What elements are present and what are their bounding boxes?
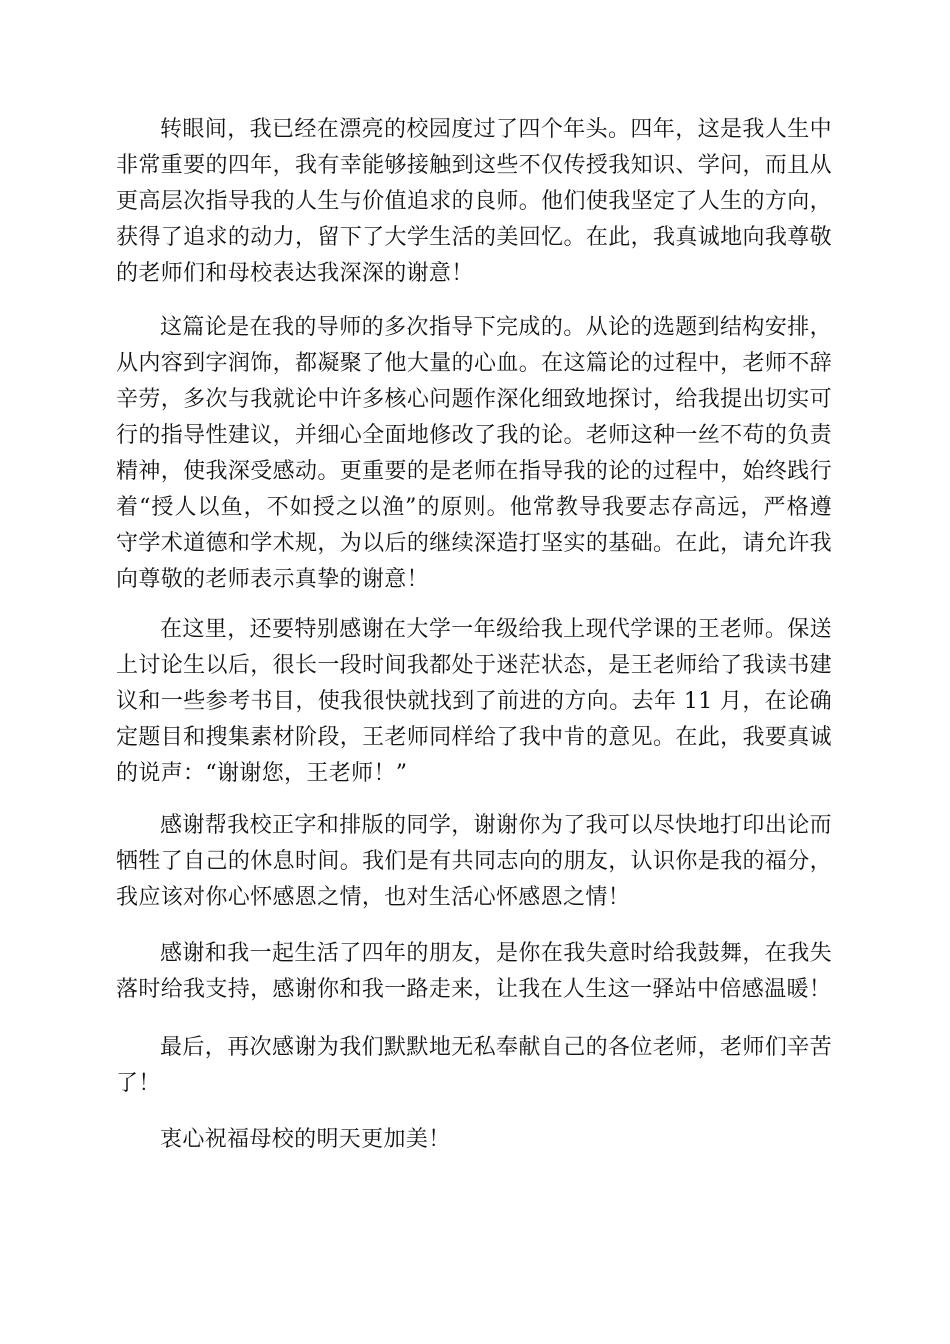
paragraph-thanks-friends: 感谢和我一起生活了四年的朋友，是你在我失意时给我鼓舞，在我失落时给我支持，感谢你和我一路走来，让我在人生这一驿站中倍感温暖！	[116, 941, 832, 1002]
paragraph-thanks-advisor: 这篇论是在我的导师的多次指导下完成的。从论的选题到结构安排，从内容到字润饰，都凝聚了他大量的心血。在这篇论的过程中，老师不辞辛劳，多次与我就论中许多核心问题作深化细致地探讨，给我提出切实可行的指导性建议，并细心全面地修改了我的论。老师这种一丝不苟的负责精神，使我深受感动。更重要的是老师在指导我的论的过程中，始终践行着“授人以鱼，不如授之以渔”的原则。他常教导我要志存高远，严格遵守学术道德和学术规，为以后的继续深造打坚实的基础。在此，请允许我向尊敬的老师表示真挚的谢意！	[116, 315, 832, 592]
paragraph-closing-wish: 衷心祝福母校的明天更加美！	[160, 1127, 451, 1152]
paragraph-thanks-teacher-wang: 在这里，还要特别感谢在大学一年级给我上现代学课的王老师。保送上讨论生以后，很长一段时间我都处于迷茫状态，是王老师给了我读书建议和一些参考书目，使我很快就找到了前进的方向。去年 11 月，在论确定题目和搜集素材阶段，王老师同样给了我中肯的意见。在此，我要真诚的说声：“谢谢您，王老师！”	[116, 617, 832, 786]
document-page	[116, 112, 832, 1158]
paragraph-gratitude-school: 转眼间，我已经在漂亮的校园度过了四个年头。四年，这是我人生中非常重要的四年，我有幸能够接触到这些不仅传授我知识、学问，而且从更高层次指导我的人生与价值追求的良师。他们使我坚定了人生的方向，获得了追求的动力，留下了大学生活的美回忆。在此，我真诚地向我尊敬的老师们和母校表达我深深的谢意！	[116, 117, 832, 286]
paragraph-thanks-all-teachers: 最后，再次感谢为我们默默地无私奉献自己的各位老师，老师们辛苦了！	[116, 1035, 832, 1096]
paragraph-thanks-classmates: 感谢帮我校正字和排版的同学，谢谢你为了我可以尽快地打印出论而牺牲了自己的休息时间。我们是有共同志向的朋友，认识你是我的福分，我应该对你心怀感恩之情，也对生活心怀感恩之情！	[116, 813, 832, 910]
